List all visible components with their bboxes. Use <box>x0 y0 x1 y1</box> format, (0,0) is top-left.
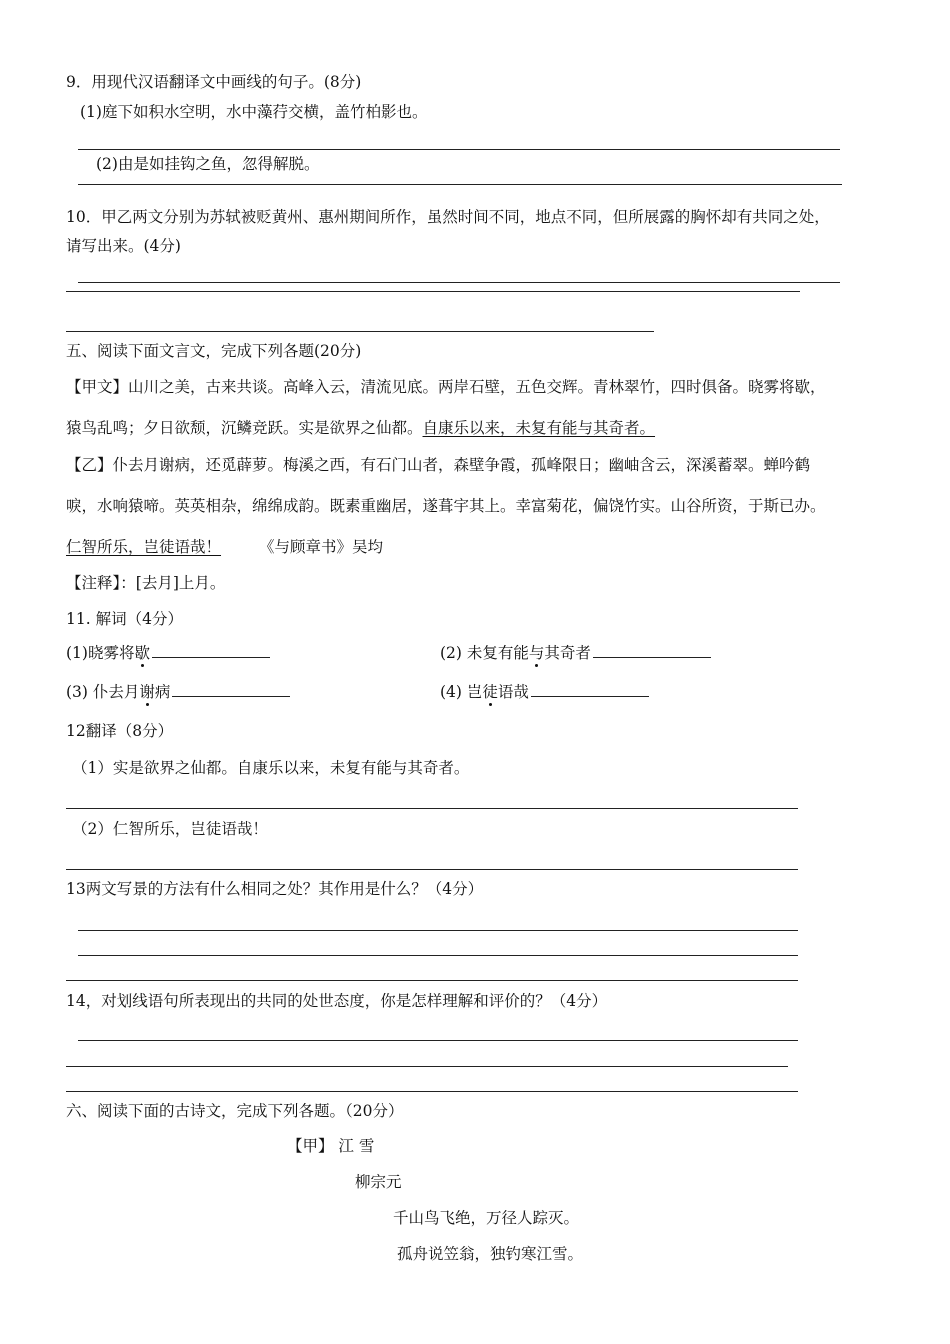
q12-sentence-2: （2）仁智所乐，岂徒语哉！ <box>72 820 268 838</box>
poem-author: 柳宗元 <box>355 1173 402 1191</box>
q12-title: 12翻译（8分） <box>66 722 174 740</box>
note-label: 【注释】 <box>66 574 121 592</box>
poem-line-1: 千山鸟飞绝，万径人踪灭。 <box>393 1209 580 1227</box>
q9-sentence-2: (2)由是如挂钩之鱼，忽得解脱。 <box>96 155 320 173</box>
section-6-heading: 六、阅读下面的古诗文，完成下列各题。（20分） <box>66 1102 404 1120</box>
passage-jia-label: 【甲文】 <box>66 378 129 396</box>
q9-sentence-1: (1)庭下如积水空明，水中藻荇交横，盖竹柏影也。 <box>80 103 428 121</box>
passage-jia-text: 山川之美，古来共谈。高峰入云，清流见底。两岸石壁，五色交辉。青林翠竹，四时俱备。晓雾将歇， <box>128 378 826 396</box>
answer-blank[interactable] <box>172 682 290 697</box>
answer-line[interactable] <box>66 980 798 981</box>
section-5-heading: 五、阅读下面文言文，完成下列各题(20分) <box>66 342 362 360</box>
q9-title: 9．用现代汉语翻译文中画线的句子。(8分) <box>66 73 362 91</box>
answer-line[interactable] <box>78 282 840 283</box>
passage-yi-text: 仆去月谢病，还觅薜萝。梅溪之西，有石门山者，森壁争霞，孤峰限日；幽岫含云，深溪蓄翠。蝉吟鹤 <box>112 456 811 474</box>
q11-item-text: 病 <box>154 683 171 701</box>
q11-item-text: (2) 未复有能 <box>440 644 529 662</box>
q11-title: 11. 解词（4分） <box>66 610 183 628</box>
q11-item-text: (3) 仆去月 <box>66 683 140 701</box>
answer-line[interactable] <box>66 1066 788 1067</box>
poem-line-2: 孤舟说笠翁，独钓寒江雪。 <box>397 1245 584 1263</box>
passage-source: 《与顾章书》吴均 <box>259 538 384 556</box>
underlined-sentence: 自康乐以来，未复有能与其奇者。 <box>422 419 656 437</box>
q12-sentence-1: （1）实是欲界之仙都。自康乐以来，未复有能与其奇者。 <box>72 759 470 777</box>
passage-jia-line-1 <box>66 377 826 397</box>
passage-jia-text: 猿鸟乱鸣；夕日欲颓，沉鳞竞跃。实是欲界之仙都。 <box>66 419 423 437</box>
passage-yi-line-1 <box>66 455 810 475</box>
answer-line[interactable] <box>66 291 800 292</box>
passage-yi-line-2: 唳，水响猿啼。英英相杂，绵绵成韵。既素重幽居，遂葺宇其上。幸富菊花，偏饶竹实。山谷所资，于斯已办。 <box>66 497 826 515</box>
note-line <box>66 573 225 593</box>
answer-line[interactable] <box>78 930 798 931</box>
answer-line[interactable] <box>78 955 798 956</box>
q11-item-4 <box>440 682 649 702</box>
q11-item-text: (4) 岂 <box>440 683 483 701</box>
dotted-char: 与 <box>528 644 545 662</box>
q11-item-3 <box>66 682 290 702</box>
q10-line-1: 10．甲乙两文分别为苏轼被贬黄州、惠州期间所作，虽然时间不同，地点不同，但所展露的胸怀却有共同之处， <box>66 208 830 226</box>
answer-line[interactable] <box>66 808 798 809</box>
passage-yi-label: 【乙】 <box>66 456 113 474</box>
answer-line[interactable] <box>78 1040 798 1041</box>
answer-blank[interactable] <box>152 643 270 658</box>
dotted-char: 谢 <box>139 683 155 701</box>
q11-item-text: 其奇者 <box>544 644 591 662</box>
answer-line[interactable] <box>66 869 798 870</box>
q11-item-1 <box>66 643 270 663</box>
q11-item-text: 语哉 <box>497 683 529 701</box>
answer-blank[interactable] <box>531 682 649 697</box>
passage-yi-line-3 <box>66 537 383 557</box>
q13-title: 13两文写景的方法有什么相同之处？其作用是什么？（4分） <box>66 880 484 898</box>
q10-line-2: 请写出来。(4分) <box>66 237 181 255</box>
q11-item-text: (1)晓雾将 <box>66 644 135 662</box>
answer-line[interactable] <box>66 1091 798 1092</box>
passage-jia-line-2 <box>66 418 655 438</box>
answer-line[interactable] <box>78 149 840 150</box>
q11-item-2 <box>440 643 711 663</box>
q14-title: 14，对划线语句所表现出的共同的处世态度，你是怎样理解和评价的？（4分） <box>66 992 608 1010</box>
poem-title: 【甲】 江 雪 <box>287 1137 375 1155</box>
dotted-char: 歇 <box>134 644 150 662</box>
note-text: ：[去月]上月。 <box>120 574 226 592</box>
answer-line[interactable] <box>66 331 654 332</box>
answer-line[interactable] <box>78 184 842 185</box>
underlined-sentence: 仁智所乐，岂徒语哉！ <box>66 538 222 556</box>
answer-blank[interactable] <box>593 643 711 658</box>
dotted-char: 徒 <box>482 683 498 701</box>
